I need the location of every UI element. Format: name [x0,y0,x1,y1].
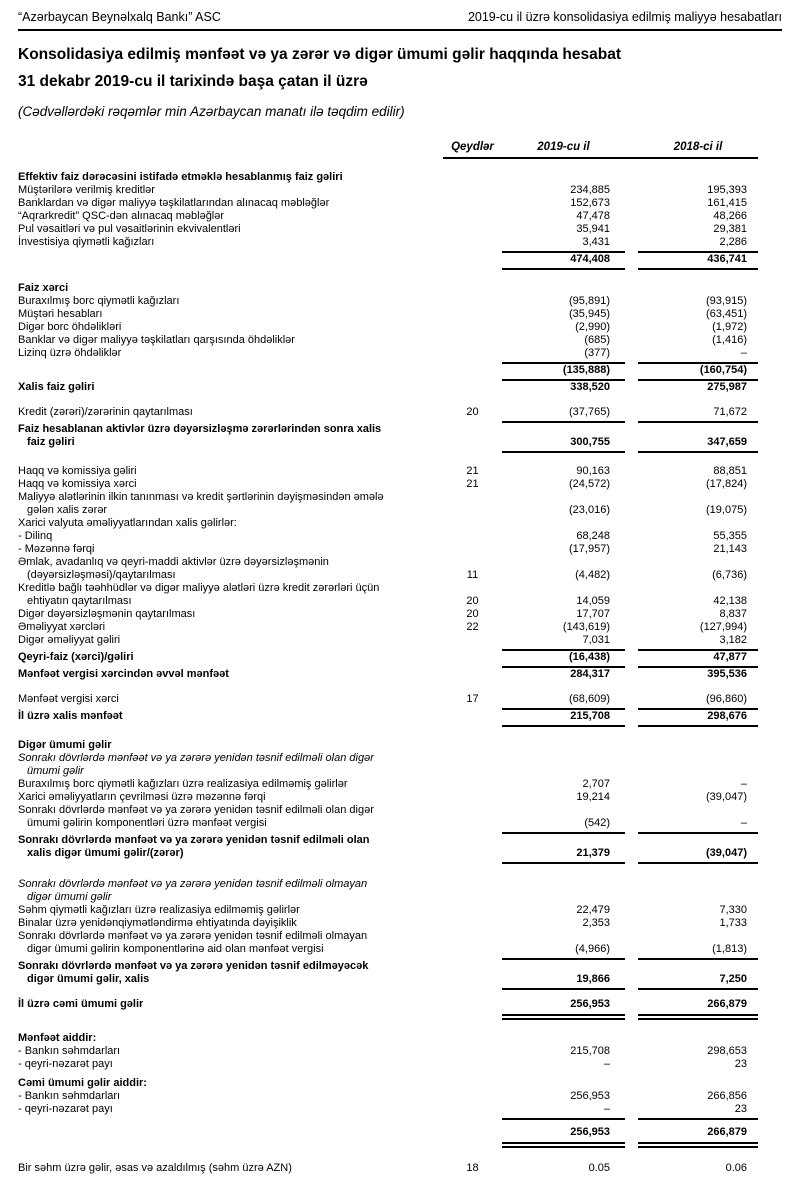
value-2018: 48,266 [713,210,747,222]
row-label-line: Mənfəət vergisi xərcindən əvvəl mənfəət [18,668,229,680]
value-2019: 256,953 [502,998,625,1020]
row-label [18,804,443,834]
note-ref: 17 [466,693,479,705]
table-row [18,739,782,752]
row-label [18,423,443,453]
value-2019: (16,438) [502,651,625,668]
row-label [18,1045,443,1058]
row-label-line: “Aqrarkredit” QSC-dən alınacaq məbləğlər [18,210,225,222]
row-label [18,693,443,710]
row-label-line: Sonrakı dövrlərdə mənfəət və ya zərərə yenidən təsnif edilməyəcək [18,960,369,972]
note-ref [443,723,502,727]
value-2019: 256,953 [502,1126,625,1148]
row-label [18,904,443,917]
row-label-line: Binalar üzrə yenidənqiymətləndirmə ehtiyatında dəyişiklik [18,917,297,929]
row-label-line: ümumi gəlir [27,765,84,777]
value-2019: – [502,1103,625,1120]
row-label-line: Sonrakı dövrlərdə mənfəət və ya zərərə yenidən təsnif edilməli olmayan [18,930,368,942]
value-2019: (4,966) [502,943,625,960]
row-label [18,517,443,530]
value-2019: 19,866 [502,973,625,990]
row-label-line: digər ümumi gəlir, xalis [27,973,150,985]
row-label-line: Sonrakı dövrlərdə mənfəət və ya zərərə yenidən təsnif edilməli olan [18,834,370,846]
column-header-2018: 2018-ci il [673,141,723,153]
table-row [18,1045,782,1058]
row-label-line: Digər əməliyyat gəliri [18,634,121,646]
table-row [18,517,782,530]
note-ref [443,1139,502,1148]
table-row [18,282,782,295]
row-label-line: xalis digər ümumi gəlir/(zərər) [27,847,184,859]
table-row [18,465,782,478]
bank-name: “Azərbaycan Beynəlxalq Bankı” ASC [18,10,221,24]
table-row [18,184,782,197]
table-row [18,668,782,681]
note-ref [443,986,502,990]
value-2019: (4,482) [575,569,610,581]
row-label [18,223,443,236]
value-2018: 395,536 [707,668,747,680]
row-label-line: Maliyyə alətlərinin ilkin tanınması və kredit şərtlərinin dəyişməsindən əmələ [18,491,384,503]
value-2018: 275,987 [707,381,747,393]
note-ref: 22 [466,621,479,633]
value-2018: – [638,817,758,834]
value-2019: 256,953 [570,1090,610,1102]
value-2018: – [638,347,758,364]
value-2019: 234,885 [570,184,610,196]
value-2018: 161,415 [707,197,747,209]
row-label [18,1139,443,1148]
value-2019: (23,016) [569,504,610,516]
row-label-line: - Bankın səhmdarları [18,1045,121,1057]
row-label [18,478,443,491]
column-header-spacer [18,141,443,159]
row-label [18,406,443,423]
table-row [18,556,782,582]
table-row [18,478,782,491]
row-label [18,1032,443,1045]
value-2019: 35,941 [576,223,610,235]
table-row [18,693,782,710]
value-2018: 2,286 [638,236,758,253]
note-ref [443,449,502,453]
value-2018: – [740,778,747,790]
table-row [18,491,782,517]
row-label [18,556,443,582]
row-label-line: Qeyri-faiz (xərci)/gəliri [18,651,134,663]
value-2018: (6,736) [712,569,747,581]
note-ref [443,1116,502,1120]
row-label-line: Faiz hesablanan aktivlər üzrə dəyərsizləşmə zərərlərindən sonra xalis [18,423,382,435]
row-label-line: Səhm qiymətli kağızları üzrə realizasiya edilməmiş gəlirlər [18,904,300,916]
value-2019: 22,479 [576,904,610,916]
table-row [18,406,782,423]
value-2018: 195,393 [707,184,747,196]
row-label-line: gələn xalis zərər [27,504,108,516]
page-header [18,10,782,31]
value-2018: 23 [734,1058,747,1070]
row-label-line: Xalis faiz gəliri [18,381,95,393]
value-2018: (39,047) [706,791,747,803]
value-2018: 8,837 [719,608,747,620]
value-2019: 14,059 [576,595,610,607]
row-label [18,1103,443,1120]
column-header-2019: 2019-cu il [537,141,590,153]
row-label-line: İl üzrə cəmi ümumi gəlir [18,998,144,1010]
row-label [18,321,443,334]
table-row [18,1077,782,1090]
value-2018: 88,851 [713,465,747,477]
row-label [18,266,443,270]
row-label-line: Sonrakı dövrlərdə mənfəət və ya zərərə yenidən təsnif edilməli olmayan [18,878,368,890]
row-label [18,998,443,1020]
value-2019: (135,888) [502,364,625,381]
column-header-rule [443,141,758,159]
value-2019: (24,572) [569,478,610,490]
table-row [18,582,782,608]
row-label [18,917,443,930]
value-2018: (1,972) [712,321,747,333]
row-label-line: Cəmi ümumi gəlir aiddir: [18,1077,147,1089]
value-2018: 0.06 [725,1162,747,1174]
row-label [18,930,443,960]
value-2018: 42,138 [713,595,747,607]
value-2018: (39,047) [638,847,758,864]
row-label [18,295,443,308]
row-label [18,739,443,752]
row-label-line: Digər ümumi gəlir [18,739,112,751]
column-header-notes: Qeydlər [451,141,494,153]
row-label-line: Effektiv faiz dərəcəsini istifadə etməklə hesablanmış faiz gəliri [18,171,343,183]
value-2019: (95,891) [569,295,610,307]
statement-table [18,171,782,1175]
row-label-line: Faiz xərci [18,282,69,294]
value-2018: 266,856 [707,1090,747,1102]
note-ref: 21 [466,478,479,490]
table-row [18,791,782,804]
row-label-line: Mənfəət vergisi xərci [18,693,119,705]
value-2019: (17,957) [569,543,610,555]
value-2019: 68,248 [576,530,610,542]
table-row [18,308,782,321]
value-2019: 2,707 [582,778,610,790]
note-ref: 18 [466,1162,479,1174]
row-label-line: Banklar və digər maliyyə təşkilatları qarşısında öhdəliklər [18,334,295,346]
row-label-line: Əməliyyat xərcləri [18,621,106,633]
row-label-line: (dəyərsizləşməsi)/qaytarılması [27,569,176,581]
note-ref [443,377,502,381]
column-header-gap [625,141,638,153]
row-label [18,778,443,791]
row-label-line: Bir səhm üzrə gəlir, əsas və azaldılmış (səhm üzrə AZN) [18,1162,292,1174]
value-2019: 215,708 [502,710,625,727]
row-label [18,1077,443,1090]
table-row [18,1103,782,1120]
row-label-line: Lizinq üzrə öhdəliklər [18,347,122,359]
value-2019: 284,317 [570,668,610,680]
value-2018: 7,250 [638,973,758,990]
column-headers [18,141,782,159]
row-label-line: Haqq və komissiya xərci [18,478,137,490]
value-2019: 0.05 [588,1162,610,1174]
row-label [18,960,443,990]
value-2019: (2,990) [575,321,610,333]
value-2019: (35,945) [569,308,610,320]
value-2018: 55,355 [713,530,747,542]
value-2018: (96,860) [638,693,758,710]
row-label-line: - qeyri-nəzarət payı [18,1058,113,1070]
table-row [18,804,782,834]
value-2018: (63,451) [706,308,747,320]
table-row [18,236,782,253]
table-row [18,634,782,651]
value-2019: 474,408 [502,253,625,270]
table-row [18,1058,782,1071]
table-row [18,381,782,394]
table-row [18,347,782,364]
row-label [18,1162,443,1175]
table-row [18,778,782,791]
value-2019: 152,673 [570,197,610,209]
table-row [18,197,782,210]
row-label-line: ehtiyatın qaytarılması [27,595,132,607]
row-label [18,491,443,517]
row-label [18,171,443,184]
value-2018: 71,672 [638,406,758,423]
row-label-line: Müştəri hesabları [18,308,103,320]
table-row [18,608,782,621]
value-2019: 21,379 [502,847,625,864]
value-2018: (160,754) [638,364,758,381]
table-row [18,1162,782,1175]
value-2018: 7,330 [719,904,747,916]
note-ref [443,360,502,364]
row-label [18,184,443,197]
row-label-line: - Bankın səhmdarları [18,1090,121,1102]
row-label [18,197,443,210]
table-row [18,295,782,308]
value-2019: 300,755 [502,436,625,453]
note-ref [443,830,502,834]
table-row [18,423,782,453]
row-label-line: İnvestisiya qiymətli kağızları [18,236,155,248]
value-2018: (17,824) [706,478,747,490]
value-2019: (143,619) [562,621,610,633]
value-2019: 17,707 [576,608,610,620]
value-2019: – [603,1058,610,1070]
table-row [18,530,782,543]
value-2018: (1,813) [638,943,758,960]
row-label-line: digər ümumi gəlirin komponentlərinə aid olan mənfəət vergisi [27,943,324,955]
value-2018: 347,659 [638,436,758,453]
table-row [18,210,782,223]
value-2019: 338,520 [570,381,610,393]
table-row [18,253,782,270]
value-2018: 47,877 [638,651,758,668]
table-row [18,1126,782,1148]
value-2019: (37,765) [502,406,625,423]
note-ref: 20 [466,406,479,418]
row-label [18,381,443,394]
row-label-line: Müştərilərə verilmiş kreditlər [18,184,155,196]
row-label [18,282,443,295]
note-ref: 20 [466,608,479,620]
note-ref [443,249,502,253]
table-row [18,998,782,1020]
row-label-line: digər ümumi gəlir [27,891,112,903]
value-2018: 266,879 [638,998,758,1020]
value-2019: (377) [502,347,625,364]
table-row [18,917,782,930]
row-label-line: Haqq və komissiya gəliri [18,465,137,477]
table-row [18,621,782,634]
table-row [18,930,782,960]
table-row [18,1090,782,1103]
value-2019: 7,031 [502,634,625,651]
row-label [18,878,443,904]
note-ref [443,956,502,960]
row-label-line: Sonrakı dövrlərdə mənfəət və ya zərərə yenidən təsnif edilməli olan digər [18,752,374,764]
row-label [18,668,443,681]
row-label-line: Buraxılmış borc qiymətli kağızları üzrə realizasiya edilməmiş gəlirlər [18,778,348,790]
table-row [18,334,782,347]
row-label-line: Kreditlə bağlı təəhhüdlər və digər maliyyə alətləri üzrə kredit zərərləri üçün [18,582,380,594]
table-row [18,223,782,236]
row-label [18,465,443,478]
row-label [18,1058,443,1071]
row-label-line: Pul vəsaitləri və pul vəsaitlərinin ekvivalentləri [18,223,241,235]
table-row [18,710,782,727]
row-label [18,1090,443,1103]
note-ref [443,860,502,864]
table-row [18,364,782,381]
row-label [18,608,443,621]
row-label-line: İl üzrə xalis mənfəət [18,710,123,722]
table-row [18,960,782,990]
value-2018: 23 [638,1103,758,1120]
value-2019: (68,609) [502,693,625,710]
row-label-line: - Məzənnə fərqi [18,543,95,555]
value-2019: 19,214 [576,791,610,803]
statement-title: Konsolidasiya edilmiş mənfəət və ya zərər və digər ümumi gəlir haqqında hesabat [18,46,621,63]
value-2019: 90,163 [576,465,610,477]
note-ref [443,266,502,270]
value-2019: 3,431 [502,236,625,253]
value-2018: 29,381 [713,223,747,235]
table-row [18,543,782,556]
note-ref [443,647,502,651]
row-label-line: Mənfəət aiddir: [18,1032,97,1044]
row-label-line: Digər borc öhdəlikləri [18,321,122,333]
row-label-line: - qeyri-nəzarət payı [18,1103,113,1115]
row-label-line: Xarici valyuta əməliyyatlarından xalis gəlirlər: [18,517,237,529]
table-row [18,904,782,917]
row-label-line: - Dilinq [18,530,53,542]
note-ref: 20 [466,595,479,607]
row-label [18,634,443,651]
row-label [18,651,443,668]
row-label [18,236,443,253]
report-name: 2019-cu il üzrə konsolidasiya edilmiş maliyyə hesabatları [467,10,782,24]
row-label-line: Əmlak, avadanlıq və qeyri-maddi aktivlər üzrə dəyərsizləşmənin [18,556,329,568]
value-2019: 215,708 [570,1045,610,1057]
value-2018: 1,733 [719,917,747,929]
value-2018: (1,416) [712,334,747,346]
table-row [18,834,782,864]
value-2018: 21,143 [713,543,747,555]
table-row [18,878,782,904]
value-2019: 47,478 [576,210,610,222]
row-label [18,621,443,634]
row-label [18,210,443,223]
value-2018: 436,741 [638,253,758,270]
row-label-line: Kredit (zərəri)/zərərinin qaytarılması [18,406,193,418]
row-label [18,791,443,804]
row-label-line: ümumi gəlirin komponentləri üzrə mənfəət vergisi [27,817,267,829]
row-label-line: Digər dəyərsizləşmənin qaytarılması [18,608,196,620]
row-label-line: Banklardan və digər maliyyə təşkilatlarından alınacaq məbləğlər [18,197,330,209]
row-label [18,347,443,364]
note-ref: 11 [466,569,479,581]
table-row [18,1032,782,1045]
table-row [18,651,782,668]
statement-period: 31 dekabr 2019-cu il tarixində başa çatan il üzrə [18,73,368,90]
value-2018: 298,676 [638,710,758,727]
row-label [18,834,443,864]
row-label [18,582,443,608]
table-row [18,171,782,184]
value-2019: 2,353 [582,917,610,929]
note-ref: 21 [466,465,479,477]
row-label-line: Buraxılmış borc qiymətli kağızları [18,295,180,307]
value-2019: (542) [502,817,625,834]
value-2018: (93,915) [706,295,747,307]
value-2018: 3,182 [638,634,758,651]
value-2018: 266,879 [638,1126,758,1148]
value-2018: 298,653 [707,1045,747,1057]
row-label [18,530,443,543]
value-2018: (19,075) [706,504,747,516]
value-2019: (685) [584,334,610,346]
row-label [18,752,443,778]
row-label [18,543,443,556]
row-label [18,308,443,321]
table-row [18,752,782,778]
table-row [18,321,782,334]
row-label-line: faiz gəliri [27,436,75,448]
note-ref [443,1011,502,1020]
value-2018: (127,994) [699,621,747,633]
row-label-line: Sonrakı dövrlərdə mənfəət və ya zərərə yenidən təsnif edilməli olan digər [18,804,374,816]
row-label [18,710,443,727]
row-label [18,334,443,347]
units-note: (Cədvəllərdəki rəqəmlər min Azərbaycan manatı ilə təqdim edilir) [18,104,405,119]
row-label-line: Xarici əməliyyatların çevrilməsi üzrə məzənnə fərqi [18,791,266,803]
note-ref [443,664,502,668]
